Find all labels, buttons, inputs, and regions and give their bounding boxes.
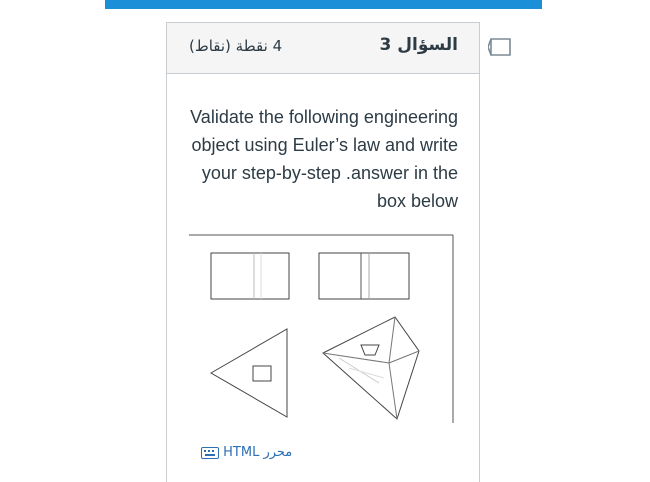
html-editor-link[interactable] [201, 445, 292, 460]
question-card [166, 22, 480, 482]
question-header [167, 23, 479, 74]
question-points: 4 نقطة (نقاط) [189, 37, 283, 55]
keyboard-icon [201, 447, 219, 459]
question-title: السؤال 3 [379, 35, 458, 55]
question-text: Validate the following engineering object using Euler’s law and write your step-by-step .answer in the box below [190, 107, 458, 211]
engineering-object-figure [189, 233, 457, 423]
top-accent-bar [105, 0, 542, 9]
html-editor-label: محرر HTML [223, 445, 293, 460]
flag-question-icon[interactable] [488, 37, 514, 57]
